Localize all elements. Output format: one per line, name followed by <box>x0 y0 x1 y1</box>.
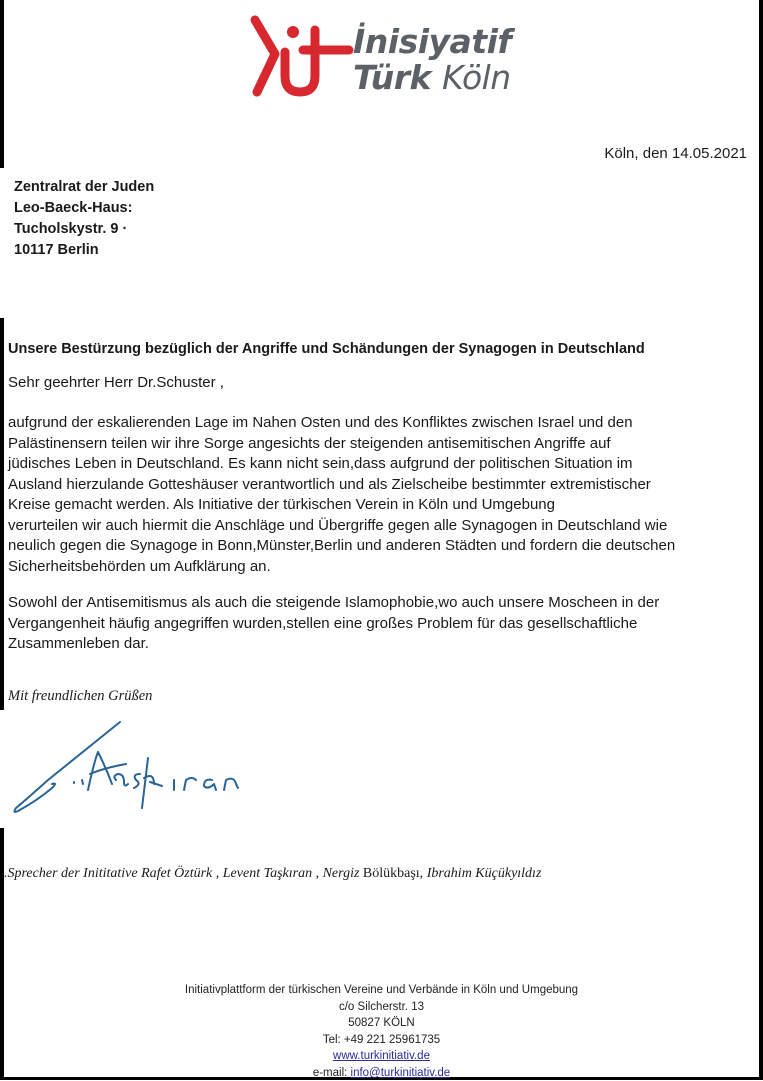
page-edge-right <box>759 0 763 1080</box>
footer-address-street: c/o Silcherstr. 13 <box>0 999 763 1016</box>
recipient-line: Tucholskystr. 9 · <box>14 219 154 240</box>
salutation: Sehr geehrter Herr Dr.Schuster , <box>8 374 224 391</box>
text-line: Sicherheitsbehörden um Aufklärung an. <box>8 557 753 578</box>
footer-website-link[interactable]: www.turkinitiativ.de <box>333 1050 430 1062</box>
text-line: jüdisches Leben in Deutschland. Es kann nicht sein,dass aufgrund der politischen Situation im <box>8 454 753 475</box>
body-paragraph-2 <box>8 593 753 655</box>
letter-subject: Unsere Bestürzung bezüglich der Angriffe und Schändungen der Synagogen in Deutschland <box>8 341 645 357</box>
handwritten-signature <box>8 718 248 818</box>
logo-text-koeln: Köln <box>442 58 511 97</box>
text-line: aufgrund der eskalierenden Lage im Nahen Osten und des Konfliktes zwischen Israel und den <box>8 413 753 434</box>
footer-email-link[interactable]: info@turkinitiativ.de <box>351 1067 451 1079</box>
speakers-line <box>4 866 541 882</box>
page-edge-left <box>0 0 4 168</box>
speakers-text: Bölükbaşı, <box>363 866 423 881</box>
letter-footer <box>0 982 763 1081</box>
speakers-text: Ibrahim Küçükyıldız <box>423 866 541 881</box>
recipient-line: 10117 Berlin <box>14 240 154 261</box>
logo-text-line1: İnisiyatif <box>353 22 511 61</box>
logo-text-line2 <box>353 58 511 97</box>
footer-address-city: 50827 KÖLN <box>0 1015 763 1032</box>
footer-email-row <box>0 1065 763 1081</box>
recipient-address <box>14 177 154 261</box>
text-line: verurteilen wir auch hiermit die Anschläge und Übergriffe gegen alle Synagogen in Deutschland wie <box>8 516 753 537</box>
footer-phone: Tel: +49 221 25961735 <box>0 1032 763 1049</box>
logo-mark-icon <box>245 12 355 102</box>
page-edge-left <box>0 318 4 710</box>
text-line: Sowohl der Antisemitismus als auch die steigende Islamophobie,wo auch unsere Moscheen in der <box>8 593 753 614</box>
text-line: Ausland hierzulande Gotteshäuser verantwortlich und als Zielscheibe bestimmter extremistischer <box>8 475 753 496</box>
text-line: Vergangenheit häufig angegriffen wurden,stellen eine großes Problem für das gesellschaftliche <box>8 614 753 635</box>
text-line: Kreise gemacht werden. Als Initiative der türkischen Verein in Köln und Umgebung <box>8 495 753 516</box>
signature-icon <box>8 718 248 818</box>
body-paragraph-1 <box>8 413 753 577</box>
footer-email-label: e-mail: <box>313 1067 351 1079</box>
text-line: Zusammenleben dar. <box>8 634 753 655</box>
text-line: neulich gegen die Synagoge in Bonn,Münster,Berlin und anderen Städten und fordern die deutschen <box>8 536 753 557</box>
footer-organization: Initiativplattform der türkischen Vereine und Verbände in Köln und Umgebung <box>0 982 763 999</box>
text-line: Palästinensern teilen wir ihre Sorge angesichts der steigenden antisemitischen Angriffe auf <box>8 434 753 455</box>
closing-phrase: Mit freundlichen Grüßen <box>8 688 152 705</box>
letterhead-logo <box>245 12 525 102</box>
recipient-line: Leo-Baeck-Haus: <box>14 198 154 219</box>
logo-text-turk: Türk <box>353 58 431 97</box>
speakers-text: .Sprecher der Inititative Rafet Öztürk , Levent Taşkıran , Nergiz <box>4 866 363 881</box>
letter-date: Köln, den 14.05.2021 <box>604 145 747 162</box>
recipient-line: Zentralrat der Juden <box>14 177 154 198</box>
